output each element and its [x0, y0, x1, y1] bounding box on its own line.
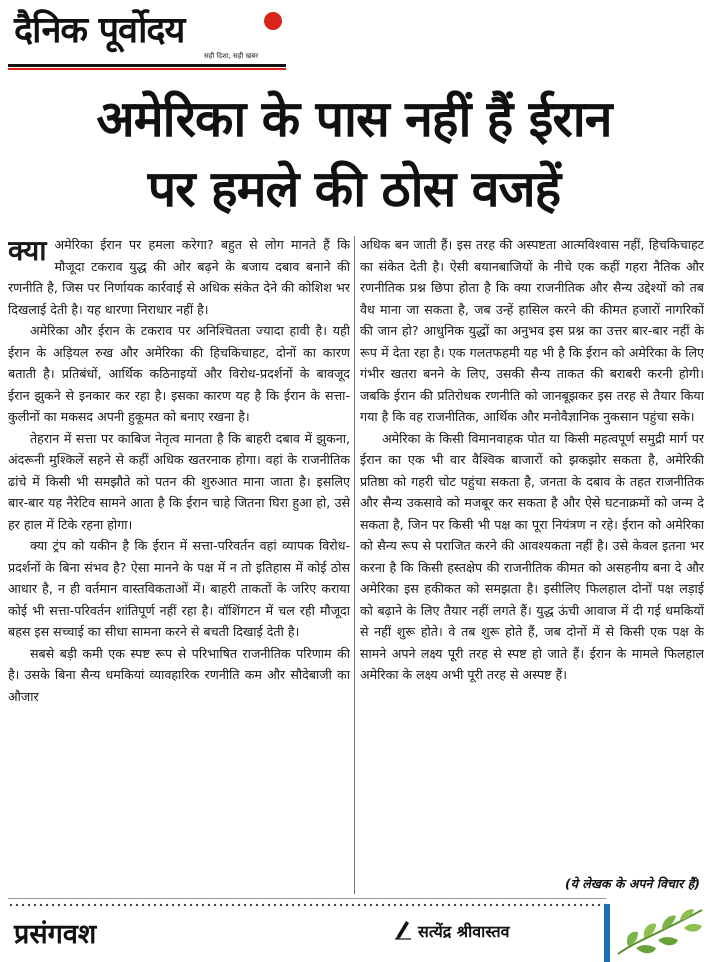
footer-rule	[8, 898, 606, 899]
article-headline	[0, 84, 708, 224]
pen-icon	[394, 918, 412, 940]
footer-blue-bar	[604, 904, 610, 962]
article-paragraph: क्या अमेरिका ईरान पर हमला करेगा? बहुत से लोग मानते हैं कि मौजूदा टकराव युद्ध की ओर बढ़ने के बजाय दबाव बनाने की रणनीति है, जिस पर निर्णायक कार्रवाई से अधिक संकेत देने की कोशिश भर दिखलाई देती है। यह धारणा निराधार नहीं है।	[8, 234, 350, 317]
leaf-decoration-icon	[614, 902, 706, 960]
article-paragraph: क्या ट्रंप को यकीन है कि ईरान में सत्ता-परिवर्तन वहां व्यापक विरोध-प्रदर्शनों के बिना संभव है? ऐसा मानने के पक्ष में न तो इतिहास में कोई ठोस आधार है, न ही वर्तमान वास्तविकताओं में। बाहरी ताकतों के जरिए कराया कोई भी सत्ता-परिवर्तन शांतिपूर्ण नहीं रहा है। वॉशिंगटन में चल रही मौजूदा बहस इस सच्चाई का सीधा सामना करने से बचती दिखाई देती है।	[8, 538, 350, 639]
article-paragraph: अधिक बन जाती हैं। इस तरह की अस्पष्टता आत्मविश्वास नहीं, हिचकिचाहट का संकेत देती है। ऐसी बयानबाजियों के नीचे एक कहीं गहरा नैतिक और रणनीतिक प्रश्न छिपा होता है कि क्या राजनीतिक और सैन्य उद्देश्यों को तब वैध माना जा सकता है, जब उन्हें हासिल करने की कीमत हजारों नागरिकों की जान हो? आधुनिक युद्धों का अनुभव इस प्रश्न का उत्तर बार-बार नहीं के रूप में देता रहा है। एक गलतफहमी यह भी है कि ईरान को अमेरिका के लिए गंभीर खतरा बनने के लिए, उसकी सैन्य ताकत की बराबरी करनी होगी। जबकि ईरान की प्रतिरोधक रणनीति को जानबूझकर इस तरह से तैयार किया गया है कि वह राजनीतिक, आर्थिक और मनोवैज्ञानिक नुकसान पहुंचा सके।	[360, 237, 704, 424]
masthead-accent-rule	[8, 68, 286, 70]
footer-dotted-rule	[8, 902, 606, 910]
article-paragraph: अमेरिका के किसी विमानवाहक पोत या किसी महत्वपूर्ण समुद्री मार्ग पर ईरान का एक भी वार वैश्विक बाजारों को झकझोर सकता है, अमेरिकी प्रतिष्ठा को गहरी चोट पहुंचा सकता है, जनता के दबाव के तहत राजनीतिक और सैन्य उकसावे को मजबूर कर सकता है और ऐसे घटनाक्रमों को जन्म दे सकता है, जिन पर किसी भी पक्ष का पूरा नियंत्रण न रहे। ईरान को अमेरिका को सैन्य रूप से पराजित करने की आवश्यकता नहीं है। उसे केवल इतना भर करना है कि किसी हस्तक्षेप की राजनीतिक कीमत को असहनीय बना दे और अमेरिका इस हकीकत को समझता है। इसीलिए फिलहाल दोनों पक्ष लड़ाई को बढ़ाने के लिए तैयार नहीं लगते हैं। युद्ध ऊंची आवाज में दी गई धमकियों से नहीं शुरू होते। वे तब शुरू होते हैं, जब दोनों में से किसी एक पक्ष के सामने अपने लक्ष्य पूरी तरह से स्पष्ट हो जाते हैं। ईरान के मामले फिलहाल अमेरिका के लक्ष्य अभी पूरी तरह से अस्पष्ट हैं।	[360, 430, 704, 682]
article-paragraph: तेहरान में सत्ता पर काबिज नेतृत्व मानता है कि बाहरी दबाव में झुकना, अंदरूनी मुश्किलें सहने से कहीं अधिक खतरनाक होगा। वहां के राजनीतिक ढांचे में किसी भी समझौते को पतन की शुरुआत माना जाता है। इसलिए बार-बार यह नैरेटिव सामने आता है कि ईरान चाहे जितना घिरा हुआ हो, उसे हर हाल में टिके रहना होगा।	[8, 430, 350, 532]
article-column-left	[8, 234, 350, 894]
dropcap: क्या	[8, 234, 47, 267]
logo-dot-icon	[264, 12, 282, 30]
masthead	[8, 4, 298, 70]
newspaper-name: दैनिक पूर्वोदय	[14, 10, 185, 51]
section-label: प्रसंगवश	[14, 919, 97, 950]
article-paragraph: अमेरिका और ईरान के टकराव पर अनिश्चितता ज्यादा हावी है। यही ईरान के अड़ियल रुख और अमेरिका की हिचकिचाहट, दोनों का कारण बताती है। प्रतिबंधों, आर्थिक कठिनाइयों और विरोध-प्रदर्शनों के बावजूद ईरान झुकने से इनकार कर रहा है। इसका कारण यह है कि ईरान के सत्ता-कुलीनों का मकसद अपनी हुकूमत को बनाए रखना है।	[8, 323, 350, 424]
headline-line-2: पर हमले की ठोस वजहें	[147, 159, 561, 218]
article-column-right	[360, 234, 704, 906]
article-paragraph: सबसे बड़ी कमी एक स्पष्ट रूप से परिभाषित राजनीतिक परिणाम की है। उसके बिना सैन्य धमकियां व्यावहारिक रणनीति कम और सौदेबाजी का औजार	[8, 645, 350, 704]
newspaper-tagline: सही दिशा, सही खबर	[204, 52, 259, 60]
author-disclaimer: (ये लेखक के अपने विचार हैं)	[564, 876, 700, 891]
headline-line-1: अमेरिका के पास नहीं हैं ईरान	[96, 89, 612, 148]
masthead-rule	[8, 64, 286, 67]
author-byline: सत्येंद्र श्रीवास्तव	[418, 922, 510, 941]
column-divider	[354, 236, 355, 894]
